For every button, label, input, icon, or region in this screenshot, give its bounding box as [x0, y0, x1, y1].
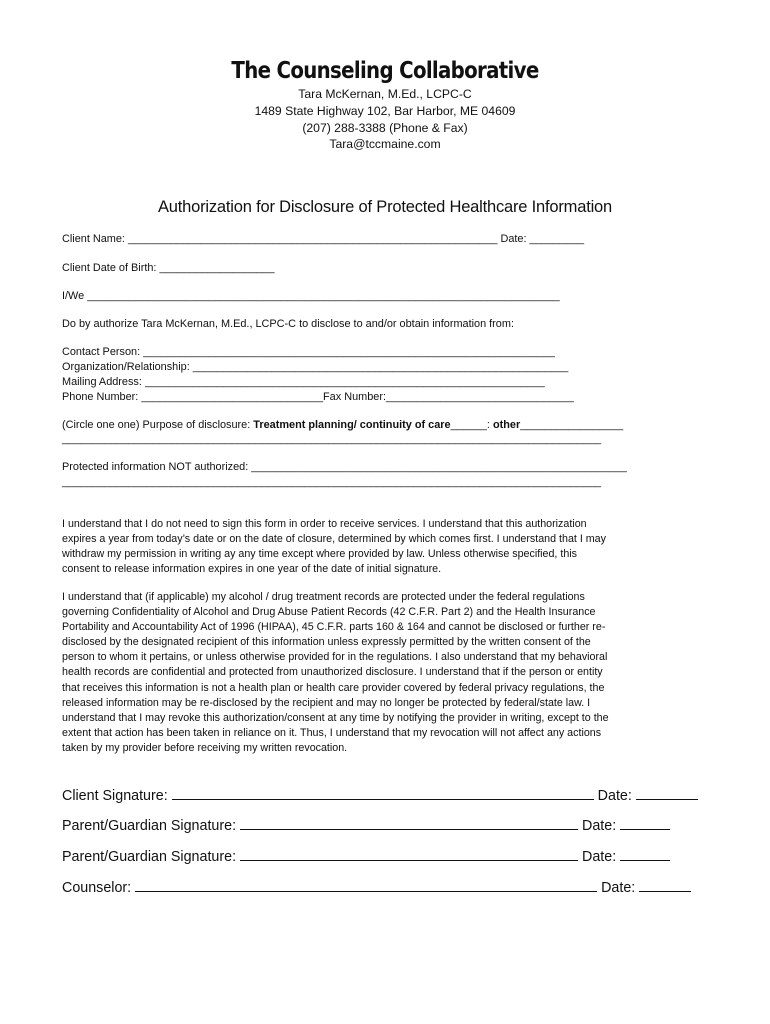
paragraph-line: expires a year from today’s date or on the date of closure, determined by which comes first. I understand that I may [62, 533, 606, 546]
dob-field[interactable]: ___________________ [159, 262, 275, 274]
organization-field[interactable]: ______________________________________________________________ [192, 361, 569, 373]
dob-row [62, 262, 275, 274]
purpose-label: (Circle one one) Purpose of disclosure: [62, 419, 251, 431]
counselor-signature-date-label: Date: [601, 880, 636, 896]
organization-address: 1489 State Highway 102, Bar Harbor, ME 04609 [254, 104, 516, 118]
not-authorized-continuation-field[interactable]: _________________________________________________________________________________________ [62, 476, 602, 488]
guardian-signature-date-field[interactable] [620, 815, 670, 830]
client-name-row [62, 233, 584, 245]
counselor-credentials: Tara McKernan, M.Ed., LCPC-C [298, 87, 472, 101]
client-name-field[interactable]: _____________________________________________________________ [127, 233, 498, 245]
guardian-signature-field[interactable] [240, 846, 578, 861]
purpose-option-treatment[interactable]: Treatment planning/ continuity of care [253, 419, 451, 431]
guardian-signature-date-label: Date: [582, 818, 617, 834]
guardian-signature-date-field[interactable] [620, 846, 670, 861]
date-field[interactable]: _________ [529, 233, 585, 245]
phone-number-label: Phone Number: [62, 391, 139, 403]
purpose-option-other[interactable]: other [492, 419, 521, 431]
iwe-field[interactable]: ______________________________________________________________________________ [87, 290, 560, 302]
organization-label: Organization/Relationship: [62, 361, 190, 373]
paragraph-line: person to whom it pertains, or unless otherwise provided for in the regulations. I also understand that my behavioral [62, 651, 608, 664]
purpose-continuation-field[interactable]: _________________________________________________________________________________________ [62, 433, 602, 445]
paragraph-line: I understand that I do not need to sign this form in order to receive services. I understand that this authorization [62, 518, 587, 530]
purpose-row [62, 419, 623, 431]
counselor-signature-label: Counselor: [62, 880, 132, 896]
paragraph-line: understand that I may revoke this authorization/consent at any time by notifying the provider in writing, except to the [62, 711, 609, 724]
paragraph-line: I understand that (if applicable) my alcohol / drug treatment records are protected under the federal regulations [62, 591, 585, 603]
not-authorized-field[interactable]: ______________________________________________________________ [251, 461, 627, 473]
paragraph-line: withdraw my permission in writing ay any time except where provided by law. Unless otherwise specified, this [62, 548, 577, 561]
mailing-address-field[interactable]: __________________________________________________________________ [144, 376, 545, 388]
counselor-signature-date-field[interactable] [639, 877, 691, 892]
client-name-label: Client Name: [62, 233, 125, 245]
client-signature-date-field[interactable] [636, 785, 698, 800]
organization-phone: (207) 288-3388 (Phone & Fax) [302, 121, 468, 135]
phone-fax-row [62, 391, 574, 403]
contact-person-label: Contact Person: [62, 346, 141, 358]
guardian-signature-date-label: Date: [582, 849, 617, 865]
paragraph-line: taken by my provider before receiving my written revocation. [62, 741, 348, 754]
organization-name: The Counseling Collaborative [231, 58, 539, 84]
client-signature-label: Client Signature: [62, 788, 168, 804]
guardian-signature-label: Parent/Guardian Signature: [62, 818, 237, 834]
paragraph-line: Portability and Accountability Act of 1996 (HIPAA), 45 C.F.R. parts 160 & 164 and cannot be disclosed or further re- [62, 621, 606, 634]
paragraph-line: that receives this information is not a health plan or health care provider covered by federal privacy regulations, the [62, 681, 605, 694]
guardian-signature-row-1 [62, 815, 670, 834]
counselor-signature-row [62, 877, 691, 896]
counselor-signature-field[interactable] [135, 877, 597, 892]
mailing-address-row [62, 376, 545, 388]
guardian-signature-row-2 [62, 846, 670, 865]
contact-person-field[interactable]: ____________________________________________________________________ [143, 346, 555, 358]
confidentiality-paragraph [62, 590, 722, 756]
paragraph-line: health records are confidential and protected from unauthorized disclosure. I understand that if the person or entity [62, 666, 603, 679]
iwe-label: I/We [62, 290, 85, 302]
iwe-row [62, 290, 560, 302]
client-signature-row [62, 785, 698, 804]
purpose-treatment-field[interactable]: ______ [450, 419, 487, 431]
contact-person-row [62, 346, 555, 358]
fax-number-field[interactable]: _______________________________ [385, 391, 574, 403]
dob-label: Client Date of Birth: [62, 262, 157, 274]
date-label: Date: [500, 233, 527, 245]
authorize-statement: Do by authorize Tara McKernan, M.Ed., LCPC-C to disclose to and/or obtain information from: [62, 318, 514, 330]
phone-number-field[interactable]: ______________________________ [141, 391, 324, 403]
paragraph-line: extent that action has been taken in reliance on it. Thus, I understand that my revocation will not affect any actions [62, 726, 602, 739]
not-authorized-row [62, 461, 627, 473]
client-signature-field[interactable] [172, 785, 594, 800]
paragraph-line: governing Confidentiality of Alcohol and Drug Abuse Patient Records (42 C.F.R. Part 2) and the Health Insurance [62, 606, 596, 619]
client-signature-date-label: Date: [597, 788, 632, 804]
purpose-other-field[interactable]: _________________ [520, 419, 624, 431]
paragraph-line: disclosed by the designated recipient of this information unless expressly permitted by the written consent of the [62, 636, 591, 649]
paragraph-line: consent to release information expires in one year of the date of initial signature. [62, 563, 442, 576]
form-title: Authorization for Disclosure of Protected Healthcare Information [157, 198, 612, 216]
not-authorized-label: Protected information NOT authorized: [62, 461, 249, 473]
guardian-signature-field[interactable] [240, 815, 578, 830]
fax-number-label: Fax Number: [323, 391, 386, 403]
mailing-address-label: Mailing Address: [62, 376, 142, 388]
organization-email: Tara@tccmaine.com [329, 137, 441, 151]
paragraph-line: released information may be re-disclosed by the recipient and may no longer be protected by federal/state law. I [62, 696, 591, 709]
purpose-separator: : [486, 419, 490, 431]
consent-paragraph [62, 517, 722, 577]
organization-row [62, 361, 568, 373]
guardian-signature-label: Parent/Guardian Signature: [62, 849, 237, 865]
